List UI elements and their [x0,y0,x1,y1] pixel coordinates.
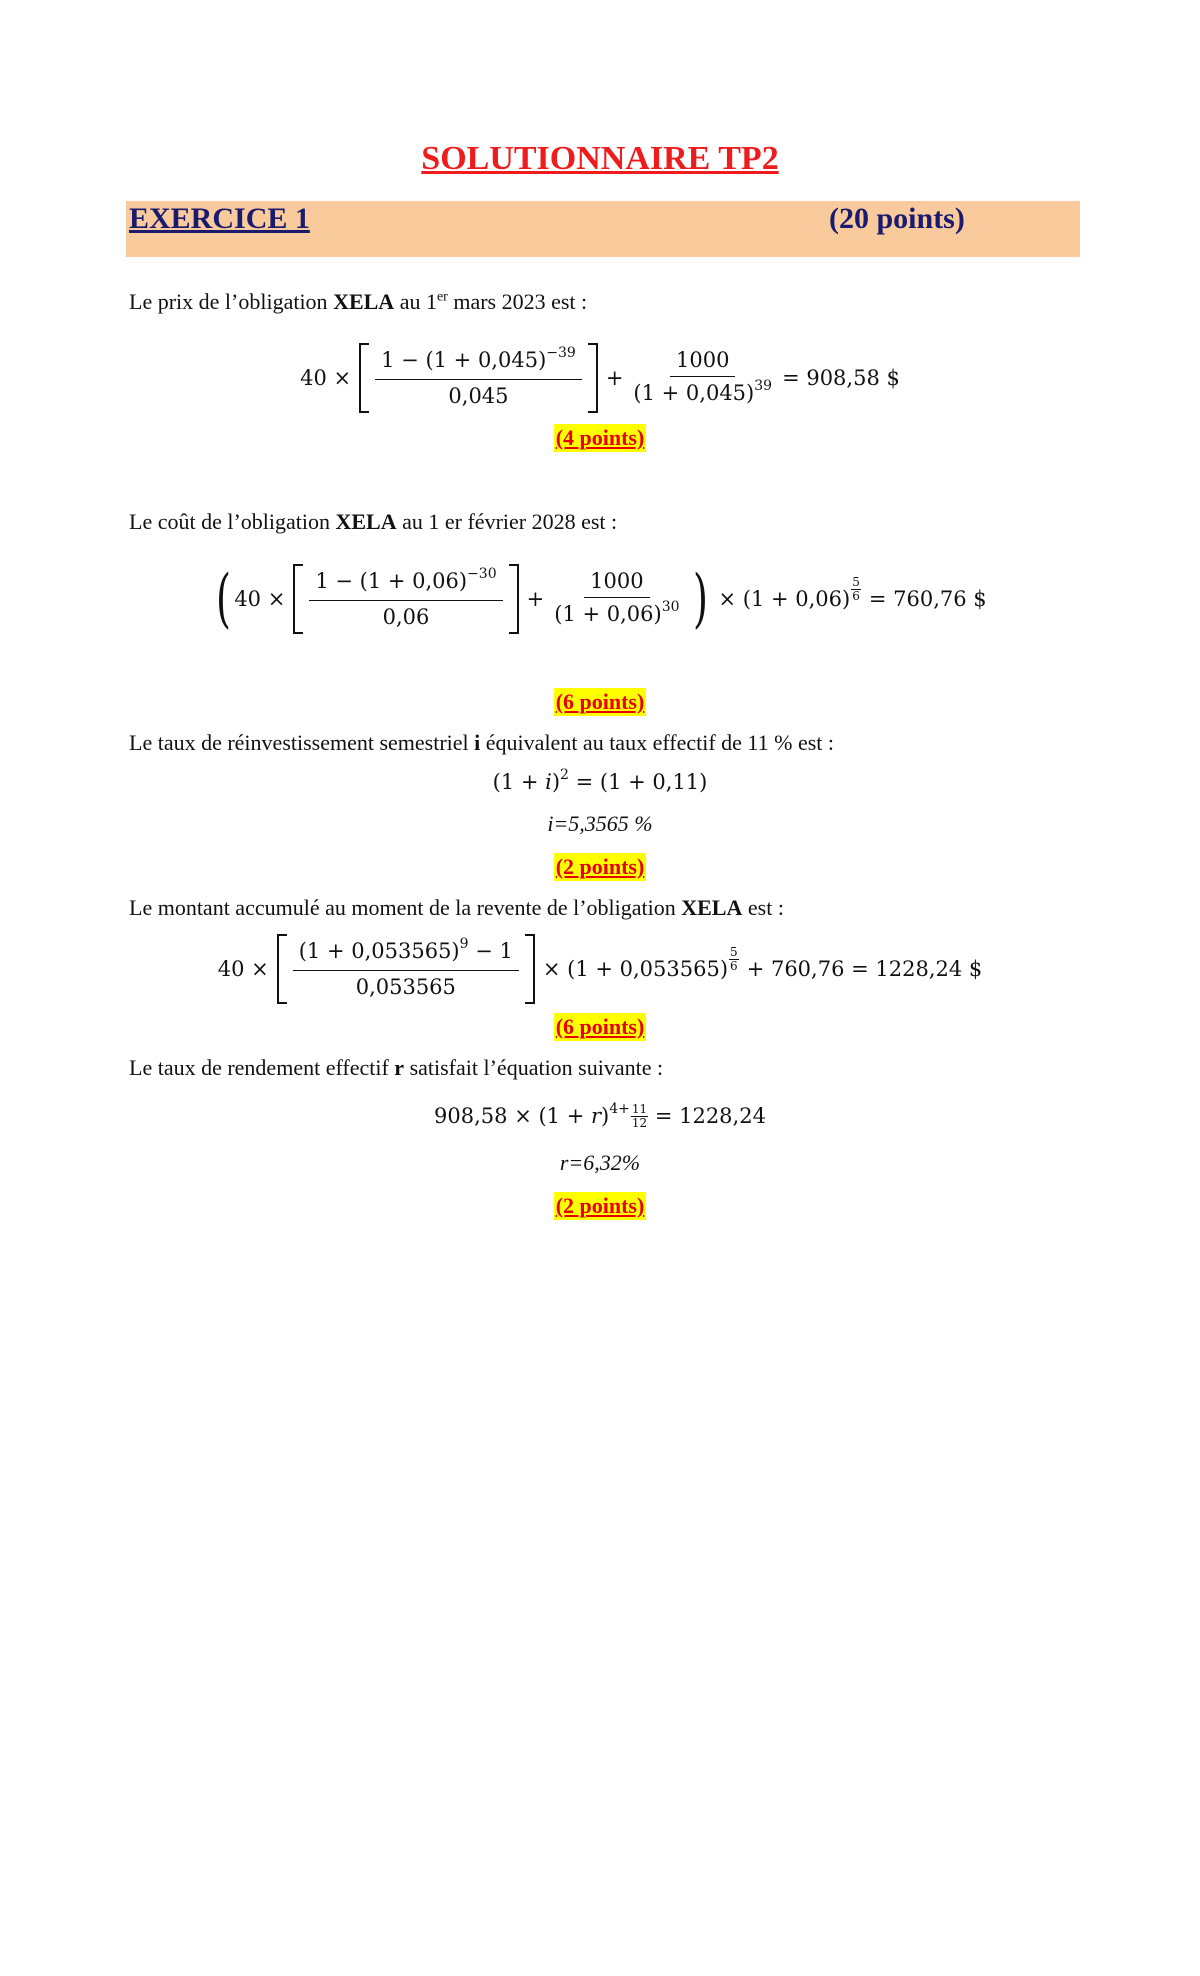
exercise-points: (20 points) [829,202,965,235]
eq-result: + 760,76 = 1228,24 $ [746,957,983,981]
bold-text: XELA [335,509,397,534]
left-bracket [277,934,287,1004]
exercise-title: EXERCICE 1 [129,202,310,235]
paragraph-accumulated-amount [129,893,784,923]
paragraph-bond-price [129,287,587,317]
eq-plus: + [605,366,624,390]
right-bracket [588,343,598,413]
bold-text: XELA [681,895,743,920]
points-badge-4: (6 points) [555,1014,645,1039]
eq-times: × (1 + 0,053565) [542,957,729,981]
result-i: i=5,3565 % [547,811,653,836]
paragraph-bond-cost [129,507,617,537]
superscript: er [436,289,448,305]
equation-bond-cost [0,564,1200,634]
exponent-fraction: $\frac{5}{6}$ [730,944,738,973]
eq-coef: 40 × [300,366,352,390]
right-paren: ) [692,562,708,636]
eq-coef: 40 × [217,957,269,981]
points-badge-5: (2 points) [555,1193,645,1218]
text: au 1 [394,289,437,314]
eq-result: = 908,58 $ [782,366,900,390]
eq-plus: + [526,587,545,611]
text: Le taux de réinvestissement semestriel [129,730,475,755]
text: est : [742,895,784,920]
bold-text: XELA [333,289,395,314]
equation-effective-yield: $908,58 \times (1 + r)^{4+}$ $\frac{11}{12}$ = 1228,24 [434,1101,766,1130]
text: au 1 er février 2028 est : [396,509,618,534]
fraction-accumulation: $\frac{(1 + 0,053565)^9 - 1}{0,053565}$ [293,938,519,1000]
right-bracket [525,934,535,1004]
text: Le taux de rendement effectif [129,1055,395,1080]
exponent-fraction: $\frac{11}{12}$ [631,1102,648,1130]
exponent-fraction: $\frac{5}{6}$ [852,574,860,603]
text: équivalent au taux effectif de 11 % est : [480,730,834,755]
page-title: SOLUTIONNAIRE TP2 [421,140,779,177]
paragraph-effective-yield [129,1053,663,1083]
left-bracket [293,564,303,634]
text: Le prix de l’obligation [129,289,334,314]
fraction-face-value: $\frac{1000}{(1 + 0,045)^{39}}$ [633,348,773,405]
text: satisfait l’équation suivante : [404,1055,664,1080]
text: Le montant accumulé au moment de la revente de l’obligation [129,895,682,920]
bold-text: r [394,1055,405,1080]
paragraph-reinvestment-rate [129,728,834,758]
points-badge-1: (4 points) [555,425,645,450]
bold-text: i [474,730,481,755]
fraction-annuity: $\frac{1 - (1 + 0,045)^{-39}}{0,045}$ [375,347,582,409]
left-bracket [359,343,369,413]
fraction-face-value: $\frac{1000}{(1 + 0,06)^{30}}$ [554,569,680,626]
fraction-annuity: $\frac{1 - (1 + 0,06)^{-30}}{0,06}$ [309,568,502,630]
eq-result: = 760,76 $ [868,587,987,611]
eq-coef: 40 × [234,587,286,611]
equation-bond-price [0,343,1200,413]
equation-equivalent-rate: $(1 + i)^2 = (1 + 0,11)$ [492,767,708,794]
points-badge-2: (6 points) [555,689,645,714]
result-r: r=6,32% [559,1150,641,1175]
text: Le coût de l’obligation [129,509,336,534]
left-paren: ( [216,562,232,636]
eq-times: × (1 + 0,06) [718,587,851,611]
text: mars 2023 est : [447,289,588,314]
equation-accumulated-amount [0,934,1200,1004]
right-bracket [509,564,519,634]
points-badge-3: (2 points) [555,854,645,879]
